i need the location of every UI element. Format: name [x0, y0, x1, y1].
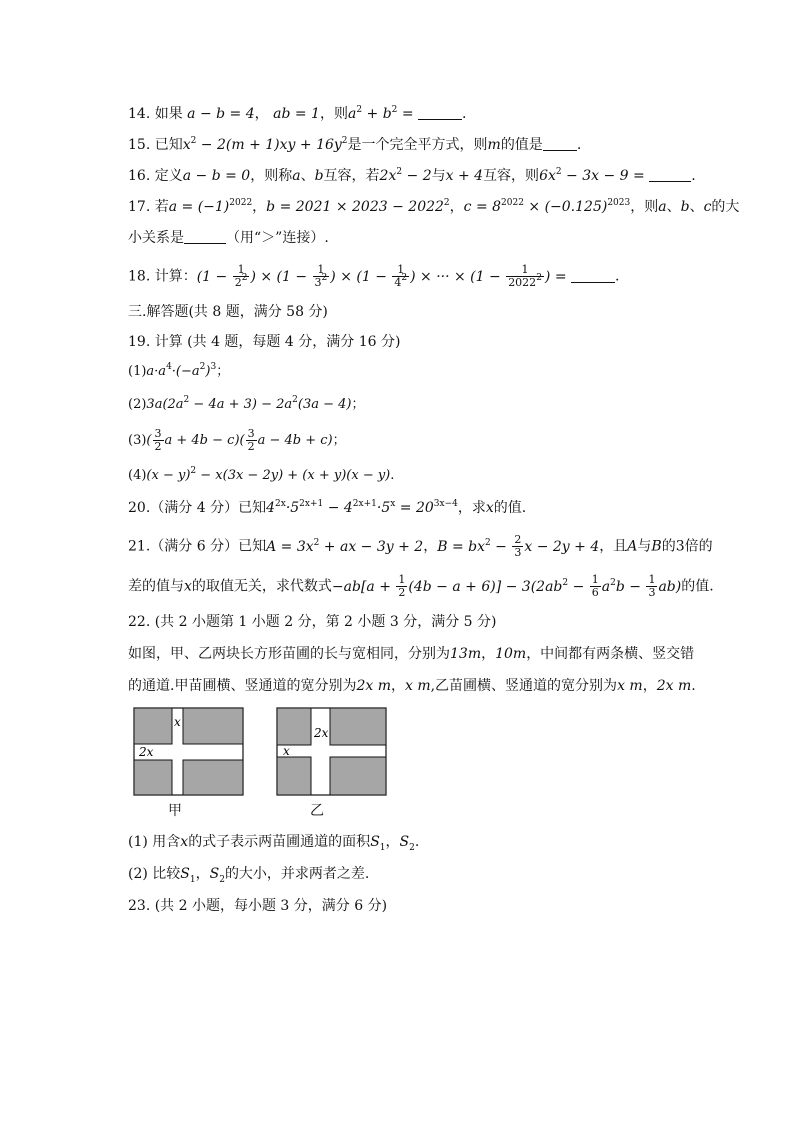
figure-yi-caption: 乙 — [310, 803, 324, 819]
question-14: 14. 如果 a − b = 4， ab = 1，则$a^2 + b^2$ = . — [128, 105, 467, 122]
question-19-part1: $(1)a\cdot a^4\cdot(-a^2)^3$； — [128, 362, 230, 379]
section-title: 三.解答题(共 8 题，满分 58 分) — [128, 304, 328, 320]
label-2x: 2x — [314, 726, 329, 740]
question-23-title: 23. (共 2 小题，每小题 3 分，满分 6 分) — [128, 898, 388, 914]
answer-blank[interactable] — [184, 229, 226, 244]
question-19-part2: $(2)3a(2a^2 - 4a + 3) - 2a^2(3a - 4)$； — [128, 395, 365, 412]
plot-top-left — [277, 708, 311, 745]
label-x: x — [283, 744, 290, 758]
label-x: x — [174, 715, 181, 729]
answer-blank[interactable] — [543, 136, 577, 151]
question-16: 16. 定义a − b = 0，则称a、b互容，若$2x^2 - 2$与x + 4互容，则$6x^2 - 3x - 9$ = . — [128, 167, 696, 184]
plot-top-right — [330, 708, 386, 745]
question-21-line2: 差的值与x的取值无关，求代数式−ab[a + $\frac{1}{2}$ $(4b - a + 6)] - 3(2ab^2$ − $\frac{1}{6}$ $a^2b$ − $\frac{1}{3}$ ab)的值. — [128, 573, 714, 599]
question-22-sub1: (1) 用含x的式子表示两苗圃通道的面积$S_1$，$S_2$. — [128, 834, 420, 853]
plot-top-right — [183, 708, 243, 744]
plot-bottom-right — [330, 757, 386, 795]
answer-blank[interactable] — [571, 268, 615, 283]
question-21: 21.（满分 6 分）已知$A = 3x^2$ + ax − 3y + 2，$B = bx^2$ − $\frac{2}{3}$ x − 2y + 4，且A与B的3倍的 — [128, 533, 713, 559]
plot-bottom-left — [277, 757, 311, 795]
question-19-part3: (3)( $\frac{3}{2}$ a + 4b − c)( $\frac{3}{2}$ a − 4b + c)； — [128, 427, 346, 453]
question-22-desc1: 如图，甲、乙两块长方形苗圃的长与宽相同，分别为13m，10m，中间都有两条横、竖交错 — [128, 646, 695, 662]
label-2x: 2x — [139, 745, 154, 759]
question-17: 17. 若$a = (-1)^{2022}$，$b = 2021 \times 2023 - 2022^2$，$c = 8^{2022} \times (-0.125)^{2023}$，则a、b、c的大 — [128, 198, 740, 215]
question-18: 18. 计算：(1 − $\frac{1}{2^2}$ ) × (1 − $\frac{1}{3^2}$ ) × (1 − $\frac{1}{4^2}$ ) × ··· × (1 − $\frac{1}{2022^2}$ ) = . — [128, 263, 620, 289]
question-15: 15. 已知$x^2 - 2(m + 1)xy + 16y^2$是一个完全平方式，则m的值是 . — [128, 136, 582, 153]
question-22-desc2: 的通道.甲苗圃横、竖通道的宽分别为2x m，x m,乙苗圃横、竖通道的宽分别为x m，2x m. — [128, 678, 696, 694]
question-22-title: 22. (共 2 小题第 1 小题 2 分，第 2 小题 3 分，满分 5 分) — [128, 614, 497, 630]
question-22-sub2: (2) 比较$S_1$，$S_2$的大小，并求两者之差. — [128, 866, 370, 885]
question-20: 20.（满分 4 分）已知$4^{2x}\cdot 5^{2x+1} - 4^{2x+1}\cdot 5^x = 20^{3x-4}$，求x的值. — [128, 499, 527, 516]
question-19-part4: $(4)(x - y)^2 - x(3x - 2y) + (x + y)(x - y)$. — [128, 466, 395, 483]
answer-blank[interactable] — [418, 105, 462, 120]
plot-bottom-right — [183, 760, 243, 795]
answer-blank[interactable] — [649, 167, 691, 182]
question-17-line2: 小关系是 （用“＞”连接）. — [128, 230, 329, 246]
plot-top-left — [134, 708, 172, 744]
plot-bottom-left — [134, 760, 172, 795]
figure-jia-caption: 甲 — [168, 803, 182, 819]
question-19-title: 19. 计算 (共 4 题，每题 4 分，满分 16 分) — [128, 334, 401, 350]
figure-jia — [133, 707, 245, 797]
figure-yi — [276, 707, 388, 797]
